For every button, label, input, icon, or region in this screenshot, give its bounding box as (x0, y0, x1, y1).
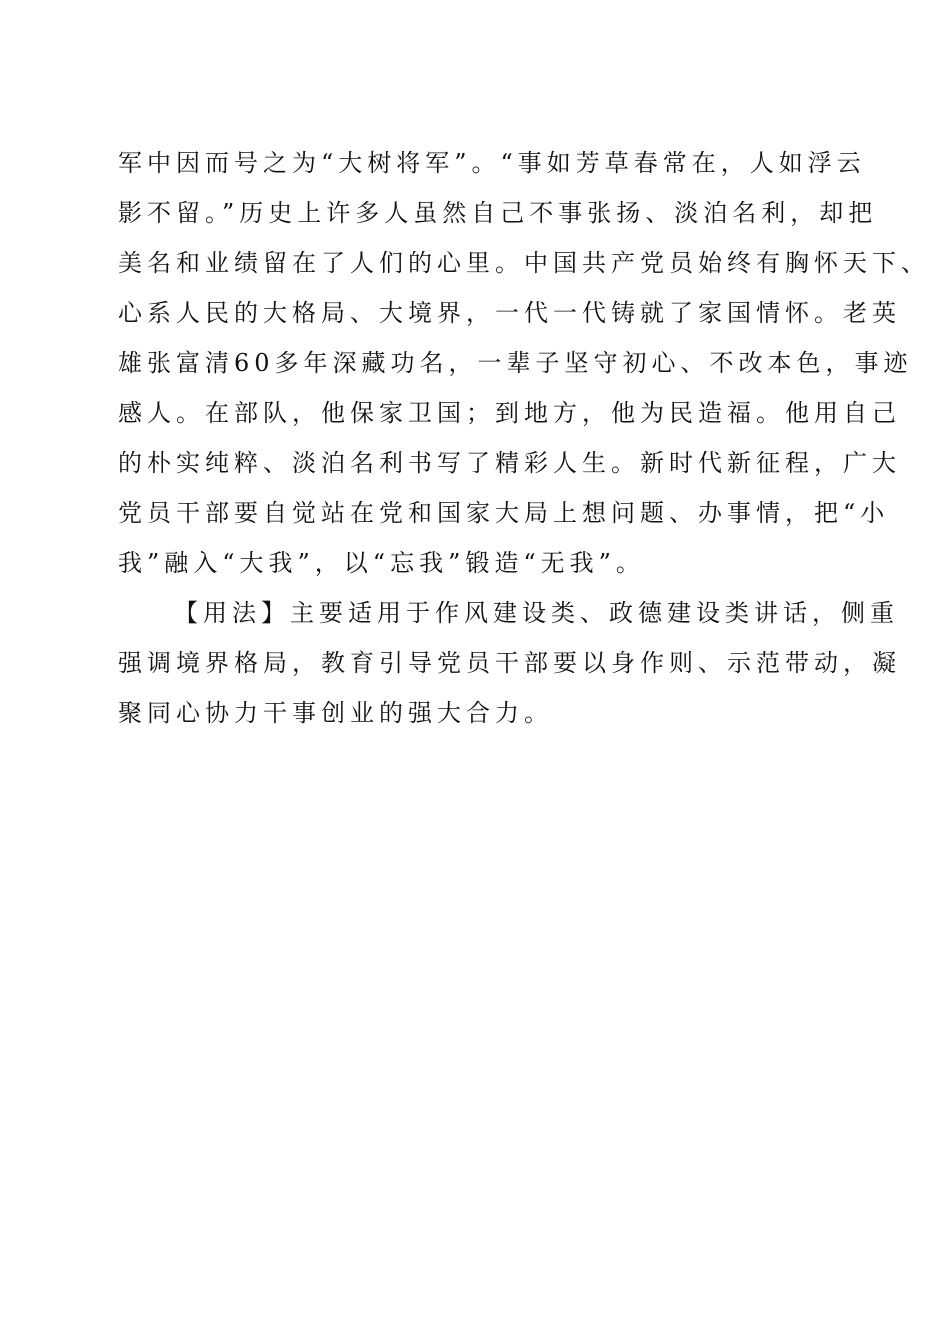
text-line: 影不留。”历史上许多人虽然自己不事张扬、淡泊名利，却把 (118, 199, 878, 227)
document-body (118, 138, 930, 738)
text-line: 强调境界格局，教育引导党员干部要以身作则、示范带动，凝 (118, 649, 901, 677)
paragraph-story (118, 138, 930, 588)
text-line: 雄张富清60多年深藏功名，一辈子坚守初心、不改本色，事迹 (118, 349, 913, 377)
text-line: 心系人民的大格局、大境界，一代一代铸就了家国情怀。老英 (118, 299, 901, 327)
text-line: 我”融入“大我”，以“忘我”锻造“无我”。 (118, 549, 645, 577)
text-line: 军中因而号之为“大树将军”。“事如芳草春常在，人如浮云 (118, 149, 866, 177)
text-line: 党员干部要自觉站在党和国家大局上想问题、办事情，把“小 (118, 499, 890, 527)
text-line: 【用法】主要适用于作风建设类、政德建设类讲话，侧重 (174, 599, 899, 627)
text-line: 的朴实纯粹、淡泊名利书写了精彩人生。新时代新征程，广大 (118, 449, 901, 477)
text-line: 聚同心协力干事创业的强大合力。 (118, 699, 553, 727)
text-line: 美名和业绩留在了人们的心里。中国共产党员始终有胸怀天下、 (118, 249, 930, 277)
paragraph-usage (118, 588, 901, 738)
text-line: 感人。在部队，他保家卫国；到地方，他为民造福。他用自己 (118, 399, 901, 427)
